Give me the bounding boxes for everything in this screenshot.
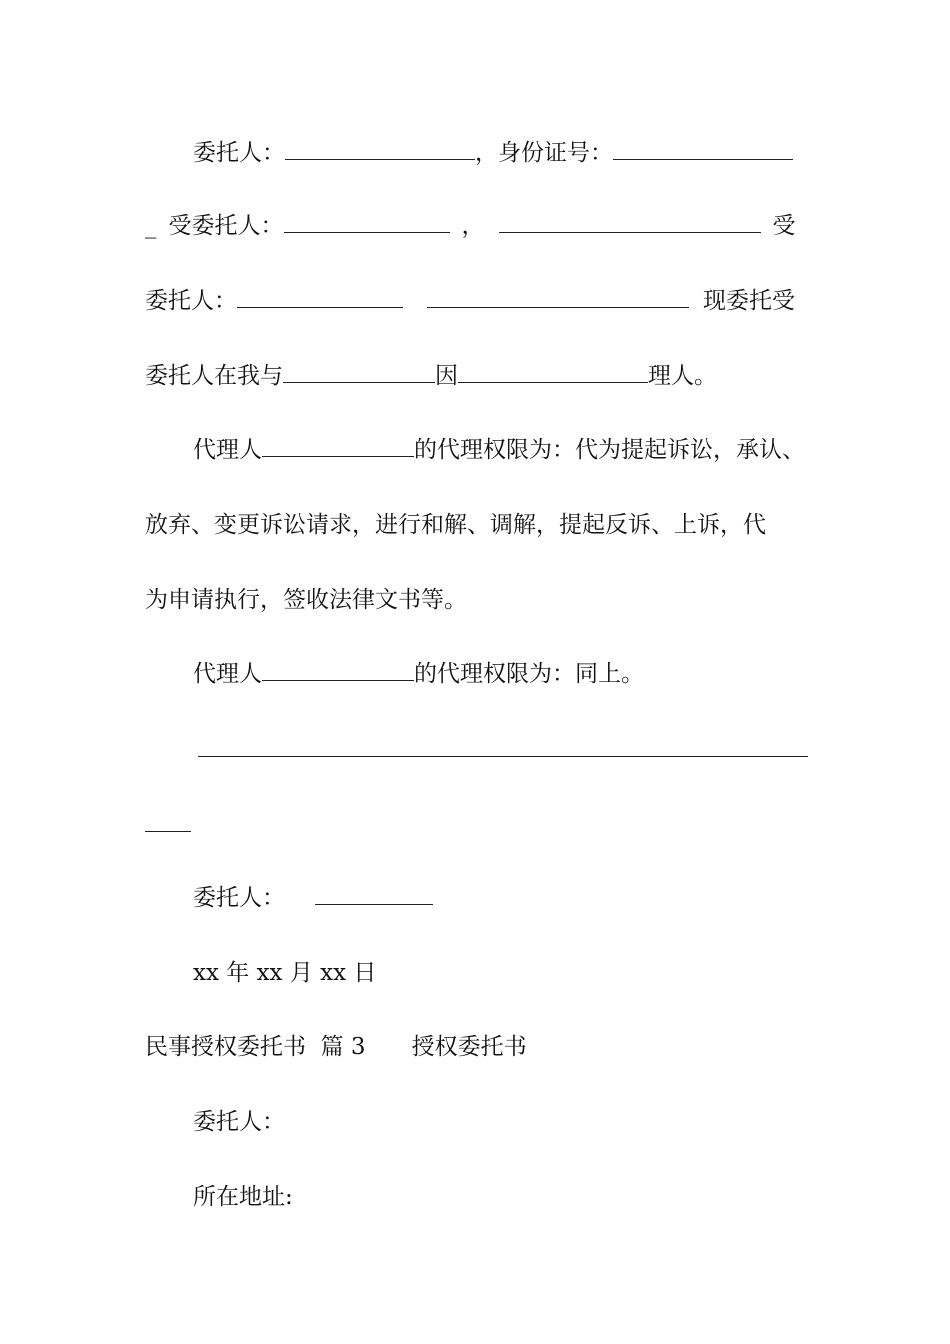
agent-line-tail: 受 [772,213,796,239]
agent-comma: ， [461,213,485,239]
principal-label: 委托人： [193,140,285,166]
principal-id-line [145,133,858,173]
long-fill-line[interactable] [198,756,808,757]
date-text: xx 年 xx 月 xx 日 [193,960,377,986]
section-heading [145,1027,810,1067]
agent-label: 受委托人： [168,213,284,239]
case-line [145,356,810,396]
section-title: 民事授权委托书 篇 3 [145,1034,366,1060]
authority-para-1-line-2 [145,505,810,545]
address-field [145,1177,858,1217]
agent-name-blank[interactable] [284,208,450,233]
agent-lead-1: 代理人 [193,437,262,463]
agent-line-2 [145,281,810,321]
signature-line [145,878,858,918]
case-text-b: 因 [435,363,458,389]
id-number-label: ，身份证号： [475,140,613,166]
date-line [145,953,858,993]
signature-label: 委托人： [193,885,285,911]
authority-para-1-line-3 [145,580,810,620]
case-text-a: 委托人在我与 [145,363,283,389]
address-field-label: 所在地址: [193,1184,293,1210]
party-blank[interactable] [283,358,435,383]
authority-para-1 [145,430,858,470]
principal-name-blank[interactable] [285,135,475,160]
case-reason-blank[interactable] [458,358,648,383]
case-text-c: 理人。 [648,363,717,389]
agent-info-blank[interactable] [499,208,761,233]
authority-text-1: 的代理权限为：代为提起诉讼，承认、 [414,437,805,463]
signature-blank[interactable] [315,880,433,905]
underscore-mark: _ [145,213,157,239]
agent-lead-2: 代理人 [193,661,262,687]
agent1-blank[interactable] [262,432,414,457]
authority-para-2 [145,654,858,694]
principal-field [145,1102,858,1142]
id-number-blank[interactable] [613,135,793,160]
agent2-info-blank[interactable] [427,283,689,308]
authority-text-2: 放弃、变更诉讼请求，进行和解、调解，提起反诉、上诉，代 [145,512,766,538]
agent2-name-blank[interactable] [237,283,403,308]
section-subtitle: 授权委托书 [411,1034,527,1060]
agent2-blank[interactable] [262,656,414,681]
authority-text-3: 为申请执行，签收法律文书等。 [145,587,467,613]
short-fill-line[interactable] [145,831,191,832]
agent-line-1 [145,206,810,246]
principal-field-label: 委托人： [193,1109,285,1135]
agent-label-2: 委托人： [145,288,237,314]
entrust-text: 现委托受 [703,288,795,314]
authority-text-para2: 的代理权限为：同上。 [414,661,644,687]
